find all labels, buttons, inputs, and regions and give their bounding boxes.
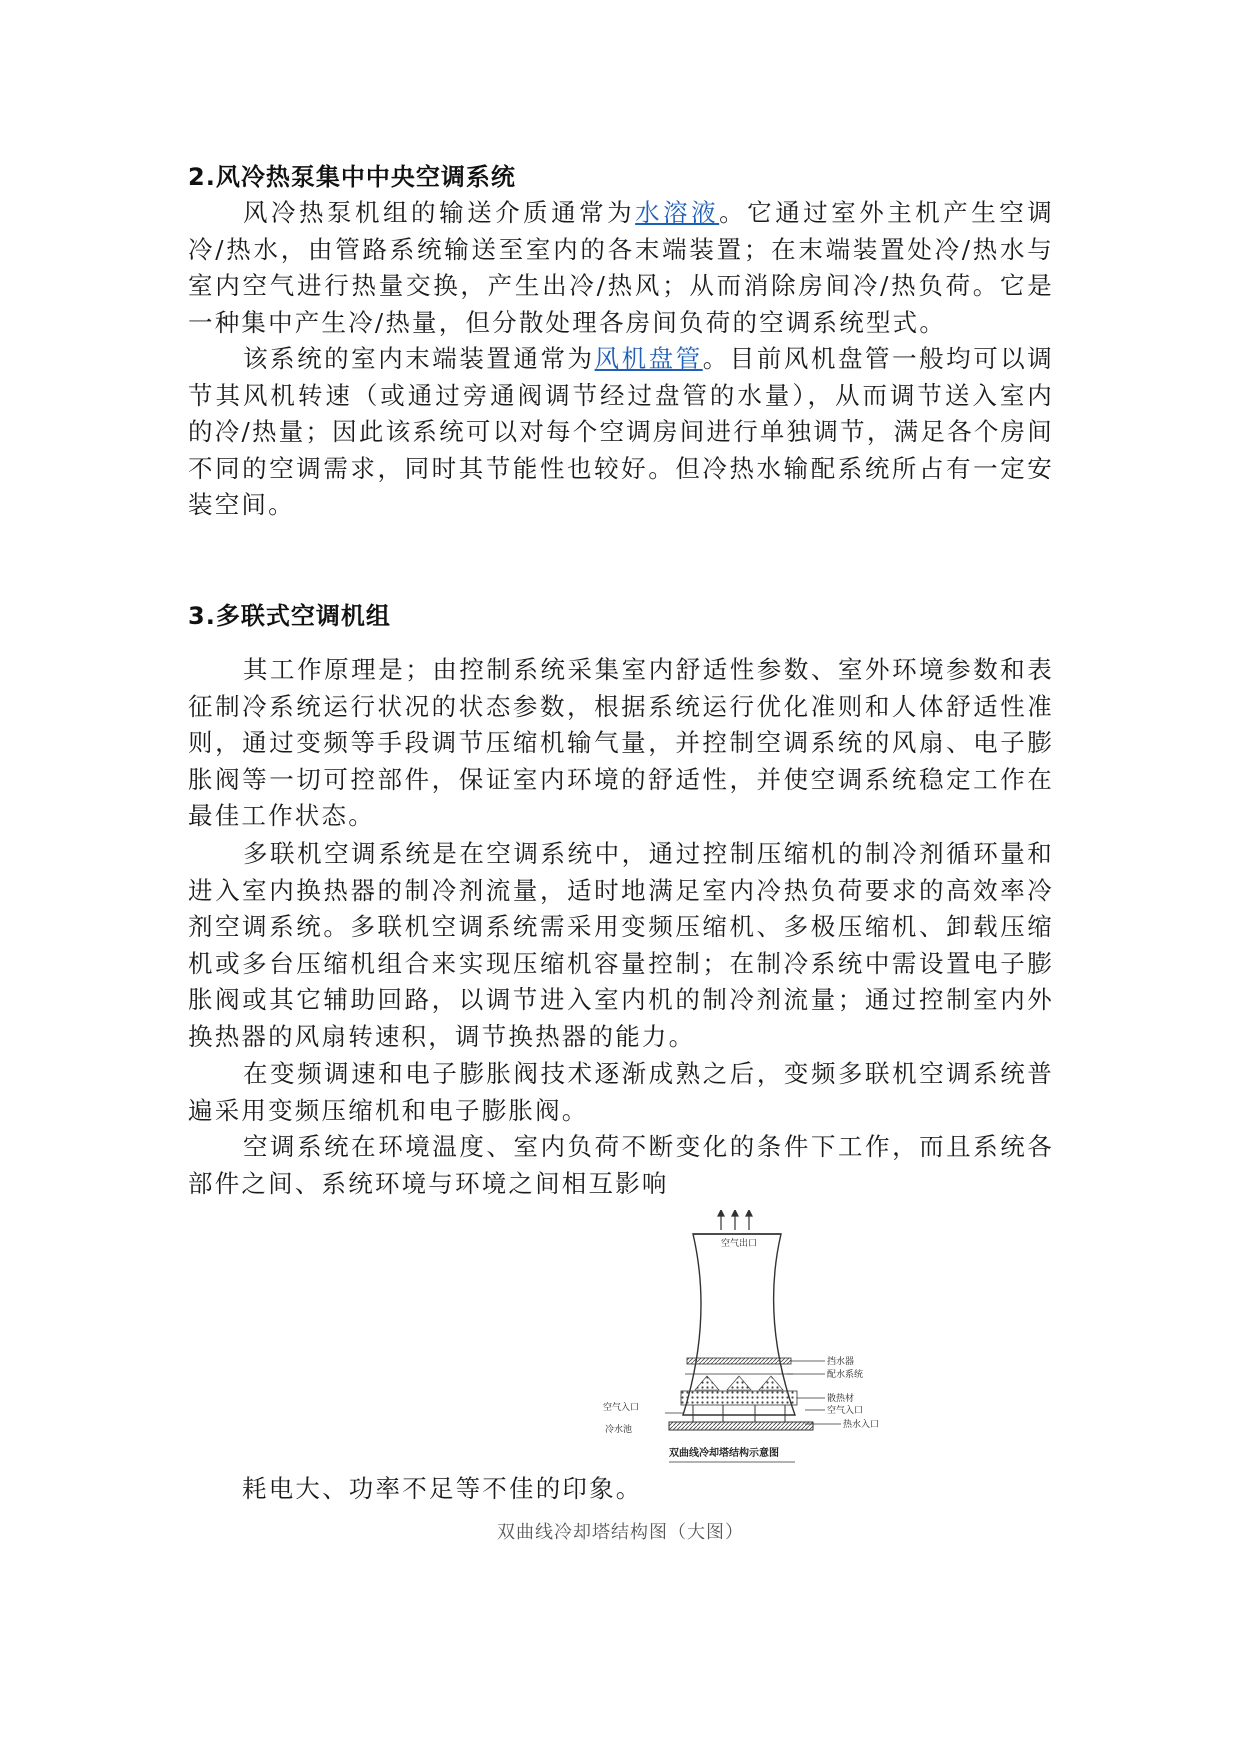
label-air-inlet-right: 空气入口 [827,1406,864,1416]
paragraph-vrf-environment: 空调系统在环境温度、室内负荷不断变化的条件下工作，而且系统各部件之间、系统环境与环境之间相互影响 [188,1132,1054,1198]
section-heading-2: 2.风冷热泵集中中央空调系统 [188,163,516,191]
link-water-solution[interactable]: 水溶液 [635,198,720,227]
fill-layer [681,1391,797,1405]
label-cold-water-basin: 冷水池 [605,1425,633,1435]
label-drift-eliminator: 挡水器 [827,1357,855,1367]
cooling-tower-figure [595,1210,985,1490]
paragraph-text: 。它通过室外主机产生空调冷/热水，由管路系统输送至室内的各末端装置；在末端装置处冷/热水与室内空气进行热量交换，产生出冷/热风；从而消除房间冷/热负荷。它是一种集中产生冷/热量，但分散处理各房间负荷的空调系统型式。 [188,198,1054,337]
paragraph-air-heat-pump-2 [188,341,1054,524]
figure-title: 双曲线冷却塔结构示意图 [669,1448,779,1459]
exhaust-arrows-icon [718,1210,752,1230]
paragraph-text: 该系统的室内末端装置通常为 [243,344,595,373]
water-distribution-nozzles [695,1376,783,1390]
cold-water-basin [669,1422,813,1430]
label-fill: 散热材 [827,1394,855,1404]
label-air-outlet: 空气出口 [721,1239,758,1249]
label-hot-water-inlet: 热水入口 [843,1420,880,1430]
label-water-distribution: 配水系统 [827,1370,864,1380]
section-heading-3: 3.多联式空调机组 [188,602,391,630]
drift-eliminator [687,1358,791,1364]
paragraph-tail-line: 耗电大、功率不足等不佳的印象。 [242,1474,643,1503]
label-air-inlet-left: 空气入口 [603,1403,640,1413]
paragraph-air-heat-pump-1 [188,195,1054,341]
link-fan-coil[interactable]: 风机盘管 [594,344,703,373]
paragraph-text: 风冷热泵机组的输送介质通常为 [243,198,636,227]
paragraph-vrf-principle: 其工作原理是；由控制系统采集室内舒适性参数、室外环境参数和表征制冷系统运行状况的状态参数，根据系统运行优化准则和人体舒适性准则，通过变频等手段调节压缩机输气量，并控制空调系统的风扇、电子膨胀阀等一切可控部件，保证室内环境的舒适性，并使空调系统稳定工作在最佳工作状态。 [188,655,1054,830]
figure-caption: 双曲线冷却塔结构图（大图） [497,1522,744,1543]
paragraph-vrf-inverter: 在变频调速和电子膨胀阀技术逐渐成熟之后，变频多联机空调系统普遍采用变频压缩机和电子膨胀阀。 [188,1059,1054,1125]
paragraph-text: 。目前风机盘管一般均可以调节其风机转速（或通过旁通阀调节经过盘管的水量），从而调节送入室内的冷/热量；因此该系统可以对每个空调房间进行单独调节，满足各个房间不同的空调需求，同时其节能性也较好。但冷热水输配系统所占有一定安装空间。 [188,344,1054,519]
paragraph-vrf-system: 多联机空调系统是在空调系统中，通过控制压缩机的制冷剂循环量和进入室内换热器的制冷剂流量，适时地满足室内冷热负荷要求的高效率冷剂空调系统。多联机空调系统需采用变频压缩机、多极压缩机、卸载压缩机或多台压缩机组合来实现压缩机容量控制；在制冷系统中需设置电子膨胀阀或其它辅助回路，以调节进入室内机的制冷剂流量；通过控制室内外换热器的风扇转速积，调节换热器的能力。 [188,839,1054,1051]
cooling-tower-diagram [595,1210,985,1490]
